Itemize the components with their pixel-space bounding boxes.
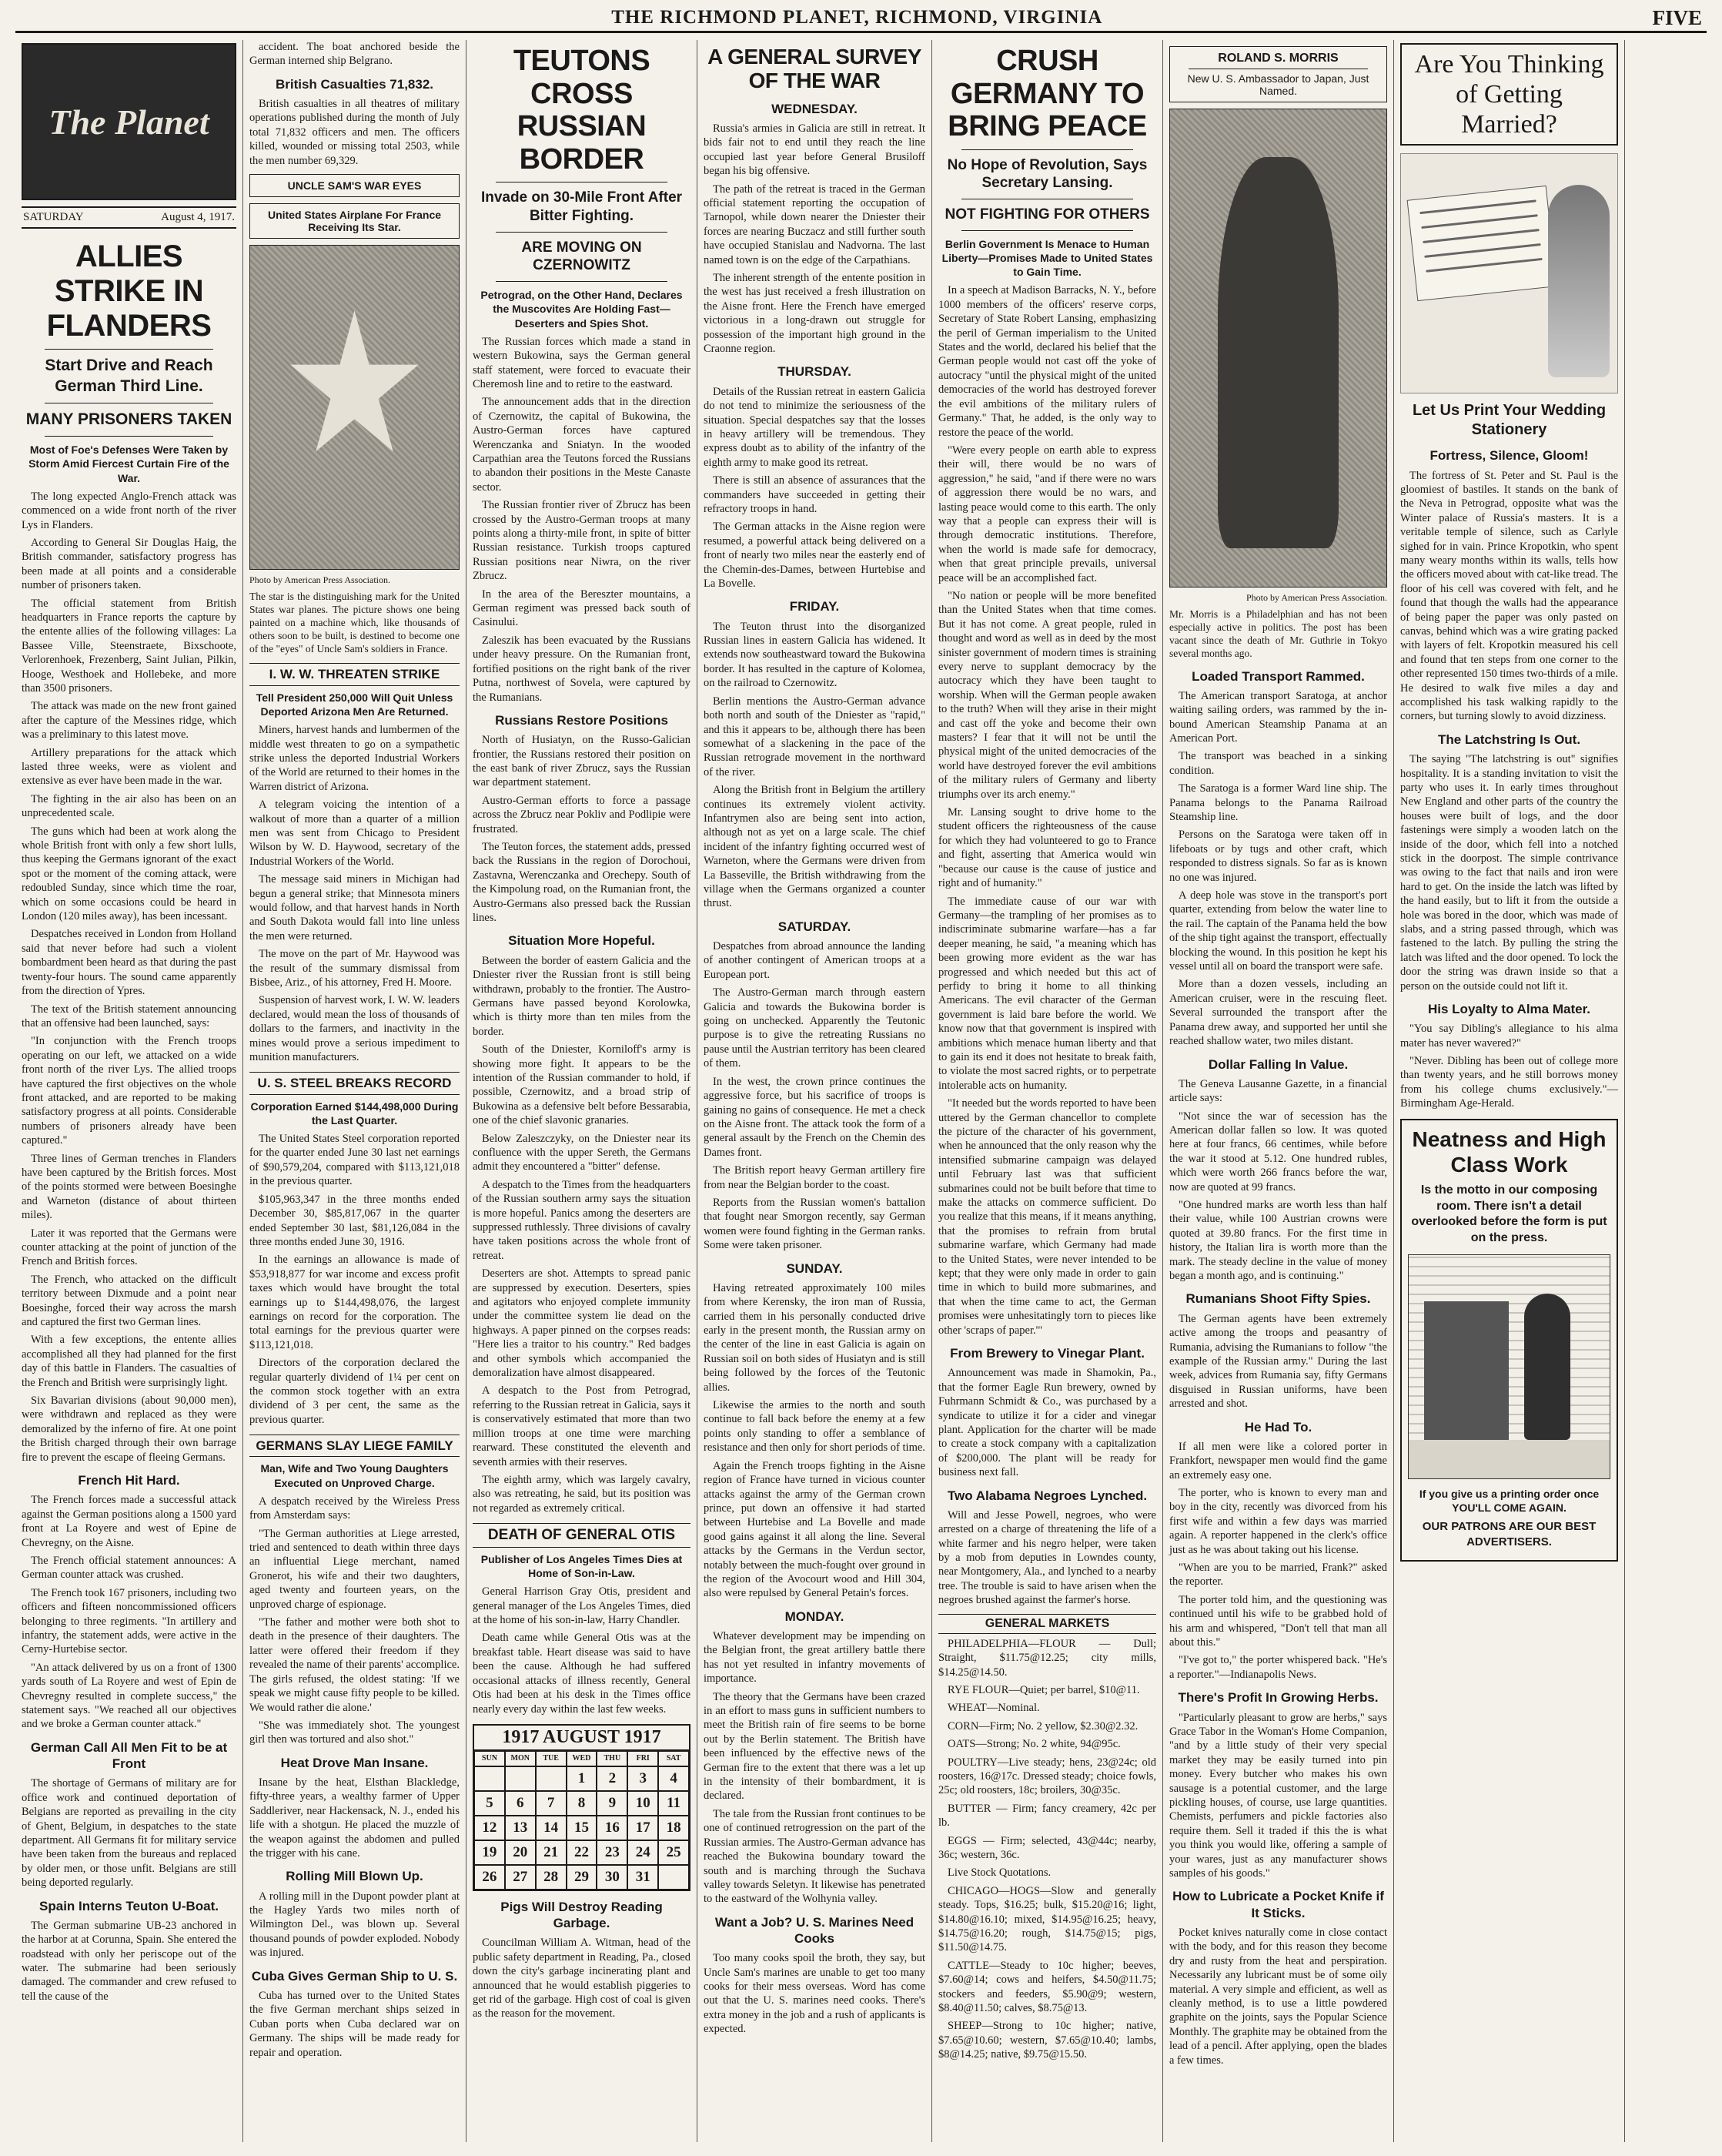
morris-portrait-photo [1169, 109, 1387, 588]
wedding-ad-headline: Are You Thinking of Getting Married? [1400, 43, 1618, 146]
subhead-cuba: Cuba Gives German Ship to U. S. [251, 1968, 458, 1984]
paragraph: In the earnings an allowance is made of $53,918,877 for war income and excess profit taxes which would have brought the total earnings up to $144,498,076, the largest earnings on record for the corporation. The total earnings for the previous quarter were $113,121,018. [249, 1254, 460, 1351]
deck-teutons-3: Petrograd, on the Other Hand, Declares the Muscovites Are Holding Fast—Deserters and Spies Shot. [480, 289, 683, 330]
printing-ad-bottom-2: OUR PATRONS ARE OUR BEST ADVERTISERS. [1422, 1520, 1597, 1548]
calendar-day-name: SAT [658, 1751, 689, 1766]
subhead-negroes: Two Alabama Negroes Lynched. [947, 1488, 1148, 1503]
paragraph: SHEEP—Strong to 10c higher; native, $7.65@10.60; western, $7.65@10.40; lambs, $8@14.25; native, $9.75@15.50. [938, 2020, 1156, 2061]
headline-survey: A GENERAL SURVEY OF THE WAR [707, 45, 921, 93]
mill-text: A rolling mill in the Dupont powder plant at the Hagley Yards two miles north of Wilmington Del., was blown up. Several thousand pounds of powder exploded. Nobody was injured. [249, 1890, 460, 1960]
paragraph: North of Husiatyn, on the Russo-Galician frontier, the Russians restored their position on the east bank of river Zbrucz, says the Russian war department statement. [473, 734, 690, 789]
paragraph: "You say Dibling's allegiance to his alma mater has never wavered?" [1400, 1023, 1618, 1050]
subhead-heat: Heat Drove Man Insane. [280, 1755, 429, 1770]
calendar-date: 21 [536, 1840, 567, 1865]
paragraph: Deserters are shot. Attempts to spread panic are suppressed by execution. Deserters, spies and agitators who enjoyed complete immunity under the committee system lie dead on the highways. A paper pinned on the corpses reads: "Here lies a traitor to his country." Red badges and other symbols which accompanied the demoralization have almost disappeared. [473, 1267, 690, 1380]
paragraph: The Teuton thrust into the disorganized Russian lines in eastern Galicia has widened. It extends now southeastward toward the Bukowina border. It has resulted in the capture of Kolomea, on the railroad to Czernowitz. [704, 620, 925, 690]
story-head: Dollar Falling In Value. [1208, 1056, 1349, 1072]
paragraph: "I've got to," the porter whispered back. "He's a reporter."—Indianapolis News. [1169, 1654, 1387, 1681]
rule [961, 230, 1133, 231]
article-allies [22, 490, 236, 1465]
article-crush [938, 283, 1156, 1337]
rule [961, 149, 1133, 150]
paragraph: There is still an absence of assurances that the commanders have succeeded in getting their refractory troops in hand. [704, 474, 925, 515]
markets-list [938, 1637, 1156, 2062]
paragraph: The shortage of Germans of military are for office work and continued deportation of Belgians are reported as prevailing in the city of Ghent, Belgium, in despatches to the state department. All Germans fit for military service have been taken from the bureaus and replaced by older men, or those unfit. Belgians are still being deported regularly. [22, 1777, 236, 1890]
paragraph: The Austro-German march through eastern Galicia and towards the Bukowina border is going on unchecked. Apparently the Teutonic purpose is to give the retreating Russians no pause until the Austrian territory has been cleared of them. [704, 986, 925, 1070]
article-french [22, 1493, 236, 1732]
subhead-mill: Rolling Mill Blown Up. [286, 1869, 423, 1884]
story-head: Fortress, Silence, Gloom! [1429, 448, 1589, 464]
paragraph: "Particularly pleasant to grow are herbs," says Grace Tabor in the Woman's Home Companion, "and by a little study of their very special market they may be easily turned into pin money. Every butcher who makes his own sausage is a potential customer, and the large pickling houses, of course, use large quantities. Chemists, perfumers and pickle factories also require them. Sell it traded if this the is what you think you would like, offering a sample of your wares, just as any manufacturer shows samples of his goods." [1169, 1711, 1387, 1880]
airplane-star-photo [249, 245, 460, 570]
paragraph: The immediate cause of our war with Germany—the trampling of her promises as to indiscriminate submarine warfare—has a far deeper meaning, he said, "a meaning which has been growing more evident as the war has progressed and which needed but this act of perfidy to bring it home to all thinking Americans. The evil character of the German government is laid bare before the world. We know now that that government is inspired with ambitions which menace human liberty and that to gain its end it does not hesitate to break faith, to violate the most sacred rights, or to perpetrate intolerable acts on humanity. [938, 895, 1156, 1092]
subhead-pigs: Pigs Will Destroy Reading Garbage. [500, 1899, 663, 1931]
subhead-french: French Hit Hard. [78, 1473, 180, 1488]
paragraph: In the area of the Bereszter mountains, a German regiment was pressed back south of Casinului. [473, 588, 690, 629]
paragraph: Likewise the armies to the north and south continue to fall back before the enemy at a few points only standing to offer a semblance of resistance and then only for short periods of time. [704, 1399, 925, 1455]
paragraph: The Russian forces which made a stand in western Bukowina, says the German general staff statement, were forced to evacuate their Cheremosh line and to retire to the eastward. [473, 335, 690, 390]
paragraph: The saying "The latchstring is out" signifies hospitality. It is a standing invitation to visit the party who uses it. In early times throughout New England and other parts of the country the houses were built of logs, and the door fastenings were simply a wooden latch on the inside of the door, which fell into a notched stick in the doorpost. The simple contrivance was owing to the fact that nails and iron were hard to get. On the inside the latch was lifted by the hand easily, but to lift it from the outside a hole was bored in the door, which was made of slabs, and a string passed through, which was fastened to the latch. By pulling the string the latch was lifted and the door opened. To lock the door the string was drawn inside so that a person on the outside could not lift it. [1400, 753, 1618, 993]
printing-ad-bottom-1: If you give us a printing order once YOU'LL COME AGAIN. [1419, 1488, 1600, 1515]
paragraph: South of the Dniester, Korniloff's army is showing more fight. It appears to be the intention of the Russian commander to hold, if possible, Czernowitz, and a broad strip of Bukowina as a defensive belt before Bessarabia, one of the chief slavonic granaries. [473, 1043, 690, 1127]
paragraph: The fortress of St. Peter and St. Paul is the gloomiest of bastiles. It stands on the bank of the Neva in Petrograd, opposite what was the Winter palace of Russia's masters. It is a veritable temple of silence, such as Carlyle sighed for in vain. Prince Kropotkin, who spent many weary months within its walls, tells how the officers moved about with cat-like tread. The floor of his cell was covered with felt, and he found that though the walls had the appearance of being paper the paper was only pasted on canvas, behind which was a wire grating packed with layers of felt. Kropotkin measured his cell and found that ten steps from one corner to the other represented 150 times two-thirds of a mile. He desired to walk five miles a day and accomplished his task walking rapidly to the corners, but turning slowly to avoid dizziness. [1400, 469, 1618, 723]
war-eyes-head: UNCLE SAM'S WAR EYES [287, 179, 422, 192]
paragraph: "The father and mother were both shot to death in the presence of their daughters. The latter were offered their freedom if they revealed the name of their parents' accomplice. The girls refused, the oldest stating: 'If we speak we might cause fifty people to be killed. We would rather die alone.' [249, 1616, 460, 1714]
paragraph: "Never. Dibling has been out of college more than twenty years, and he still borrows money from his college chums exclusively."—Birmingham Age-Herald. [1400, 1055, 1618, 1110]
headline-teutons: TEUTONS CROSS RUSSIAN BORDER [513, 45, 650, 176]
calendar-day-name: SUN [474, 1751, 505, 1766]
marines-text: Too many cooks spoil the broth, they say, but Uncle Sam's marines are unable to get too many cooks for their mess overseas. Word has come out that the U. S. marines need cooks. There's extra money in the job and a rush of applicants is expected. [704, 1952, 925, 2036]
paragraph: "Not since the war of secession has the American dollar fallen so low. It was quoted here at four francs, 66 centimes, while before the war it stood at 5.12. One hundred rubles, which were worth 266 francs before the war, now are quoted at 99 francs. [1169, 1110, 1387, 1194]
calendar-date: 17 [627, 1816, 658, 1840]
paragraph: "When are you to be married, Frank?" asked the reporter. [1169, 1562, 1387, 1589]
paragraph: In the west, the crown prince continues the aggressive force, but his sacrifice of troops is gaining no gains of consequence. He met a check on the Aisne front. The attack took the form of a general assault by the French on the Chemin des Dames front. [704, 1075, 925, 1159]
deck-crush-3: Berlin Government Is Menace to Human Liberty—Promises Made to United States to Gain Time. [941, 237, 1153, 279]
printing-ad-title: Neatness and High Class Work [1412, 1127, 1607, 1177]
rule [45, 436, 213, 437]
paragraph: CHICAGO—HOGS—Slow and generally steady. Tops, $16.25; bulk, $15.20@16; light, $14.80@16.10; mixed, $14.95@16.25; heavy, $14.75@16.20; rough, $14.75@15; pigs, $11.50@14.75. [938, 1884, 1156, 1954]
paragraph: Whatever development may be impending on the Belgian front, the great artillery battle there has not yet resulted in infantry movements of importance. [704, 1630, 925, 1686]
portrait-figure [1218, 157, 1339, 548]
survey-day-head: MONDAY. [784, 1609, 844, 1624]
planet-logo: The Planet [22, 43, 236, 200]
paragraph: Suspension of harvest work, I. W. W. leaders declared, would mean the loss of thousands of dollars to the farmers, and inactivity in the mines would prove a serious impediment to munition manufacturers. [249, 994, 460, 1064]
paragraph: accident. The boat anchored beside the German interned ship Belgrano. [249, 41, 460, 68]
paragraph: "Were every people on earth able to express their will, there would be no wars of aggression," he said, "and if there were no wars of aggression there would be no wars, and lasting peace would come to this earth. The only way that a people can express their will is through democratic institutions. Therefore, when the world is made safe for democracy, when that great principle prevails, universal peace will be an accomplished fact. [938, 444, 1156, 584]
morris-photo-credit: Photo by American Press Association. [1246, 592, 1387, 603]
deck-steel: Corporation Earned $144,498,000 During the Last Quarter. [250, 1100, 459, 1127]
paragraph: Zaleszik has been evacuated by the Russians under heavy pressure. On the Rumanian front, fortified positions on the right bank of the river Putna, northwest of Sovela, were captured by the Rumanians. [473, 634, 690, 704]
paragraph: Directors of the corporation declared the regular quarterly dividend of 1¼ per cent on the common stock together with an extra dividend of 3 per cent, the same as the previous quarter. [249, 1357, 460, 1426]
paragraph: A despatch to the Times from the headquarters of the Russian southern army says the situation is more hopeful. Panics among the deserters are suppressed ruthlessly. Three divisions of cavalry have taken positions across the whole front of retreat. [473, 1178, 690, 1262]
subhead-casualties: British Casualties 71,832. [275, 76, 434, 92]
paragraph: The attack was made on the new front gained after the capture of the Messines ridge, which was a preliminary to this latest move. [22, 700, 236, 742]
paragraph: "In conjunction with the French troops operating on our left, we attacked on a wide front north of the river Lys. The allied troops have captured the first objectives on the whole front attacked, and are reported to be making satisfactory progress at all points. Considerable numbers of prisoners already have been captured." [22, 1035, 236, 1147]
print-shop-illustration [1408, 1254, 1610, 1479]
deck-otis: Publisher of Los Angeles Times Dies at Home of Son-in-Law. [480, 1552, 683, 1580]
paragraph: Three lines of German trenches in Flanders have been captured by the British forces. Most of the points stormed were between Boesinghe and Warneton (distance of about thirteen miles). [22, 1152, 236, 1222]
calendar-date: 24 [627, 1840, 658, 1865]
subhead-vinegar: From Brewery to Vinegar Plant. [950, 1346, 1145, 1361]
vinegar-text: Announcement was made in Shamokin, Pa., that the former Eagle Run brewery, owned by Fuhrmann Schmidt & Co., was purchased by a syndicate to utilize it for a cider and vinegar plant. Application for the charter will be made to create a stock company with a capitalization of $200,000. The plant will be ready for business next fall. [938, 1367, 1156, 1479]
article-otis [473, 1585, 690, 1716]
invitation-card-icon [1407, 186, 1557, 301]
date-day: SATURDAY [23, 211, 84, 223]
calendar-day-name: THU [597, 1751, 627, 1766]
calendar-date: 7 [536, 1791, 567, 1816]
paragraph: A despatch to the Post from Petrograd, referring to the Russian retreat in Galicia, says it is conservatively estimated that more than two million troops at one time were marching rearward. These constituted the eleventh and seventh armies with their reserves. [473, 1384, 690, 1468]
paragraph: Berlin mentions the Austro-German advance both north and south of the Dniester as "rapid," and this it appears to be, although there has been somewhat of a slackening in the pace of the Russian retrograde movement in the northward of the river. [704, 695, 925, 778]
paragraph: Russia's armies in Galicia are still in retreat. It bids fair not to end until they reach the line occupied last year before General Brusiloff began his big offensive. [704, 122, 925, 178]
paragraph: Despatches received in London from Holland said that never before had such a violent bombardment been heard as that during the past twenty-four hours. The sound came apparently from the direction of Ypres. [22, 928, 236, 998]
paragraph: CATTLE—Steady to 10c higher; beeves, $7.60@14; cows and heifers, $4.50@11.75; stockers and feeders, $5.90@9; western, $8.40@11.50; calves, $8.75@13. [938, 1959, 1156, 2015]
paragraph: If all men were like a colored porter in Frankfort, newspaper men would find the game an extremely easy one. [1169, 1440, 1387, 1481]
calendar-day-name: TUE [536, 1751, 567, 1766]
calendar-date [658, 1865, 689, 1890]
survey-day-head: THURSDAY. [777, 364, 851, 380]
calendar-date: 11 [658, 1791, 689, 1816]
paragraph: The message said miners in Michigan had begun a general strike; that Minnesota miners would follow, and that harvest hands in North and South Dakota would fall into line unless the men were returned. [249, 873, 460, 942]
deck-iww: Tell President 250,000 Will Quit Unless Deported Arizona Men Are Returned. [256, 691, 453, 718]
article-russians-restore [473, 733, 690, 925]
article-hopeful [473, 954, 690, 1515]
photo-credit: Photo by American Press Association. [249, 574, 390, 586]
headline-otis: DEATH OF GENERAL OTIS [473, 1523, 690, 1548]
story-head: He Had To. [1244, 1419, 1312, 1435]
story-head: Loaded Transport Rammed. [1192, 668, 1365, 684]
paragraph: Six Bavarian divisions (about 90,000 men), were withdrawn and replaced as they were demoralized by the inferno of fire. At one point the British charged through their own barrage fire to prevent the escape of fleeing Germans. [22, 1394, 236, 1464]
story-head: The Latchstring Is Out. [1437, 732, 1581, 747]
subhead-spain: Spain Interns Teuton U-Boat. [39, 1898, 219, 1913]
paragraph: Reports from the Russian women's battalion that fought near Smorgon recently, say German women were found fighting in the German ranks. Some were taken prisoner. [704, 1196, 925, 1252]
paragraph: The theory that the Germans have been crazed in an effort to mass guns in sufficient numbers to meet the British rain of fire seems to be borne out by the Berlin statement. The British have been influenced by the effective news of the German fire to the extent that there was a let up in the intensity of their bombardment, it is declared. [704, 1690, 925, 1803]
calendar-date: 9 [597, 1791, 627, 1816]
survey-day-head: FRIDAY. [789, 599, 840, 614]
page-number: FIVE [1652, 5, 1702, 29]
paragraph: BUTTER — Firm; fancy creamery, 42c per lb. [938, 1802, 1156, 1830]
paragraph: The French forces made a successful attack against the German positions along a 1500 yard front at La Royere and west of Epine de Chevregny, on the Aisne. [22, 1494, 236, 1549]
paragraph: RYE FLOUR—Quiet; per barrel, $10@11. [948, 1683, 1140, 1696]
calendar-date: 20 [505, 1840, 536, 1865]
article-iww [249, 723, 460, 1064]
bride-figure-icon [1548, 185, 1610, 377]
calendar-day-name: MON [505, 1751, 536, 1766]
rule [45, 349, 213, 350]
paragraph: Pocket knives naturally come in close contact with the body, and for this reason they become dry and rusty from the heat and perspiration. Necessarily any lubricant must be of some oily material. A very simple and efficient, as well as cleanly method, is to use a little powdered graphite on the joints, says the Popular Science Monthly. The graphite may be obtained from the lead of a pencil. After applying, open the blades a few times. [1169, 1926, 1387, 2067]
deck-crush-1: No Hope of Revolution, Says Secretary Lansing. [947, 156, 1148, 192]
calendar-date: 22 [567, 1840, 597, 1865]
paragraph: $105,963,347 in the three months ended December 30, $85,817,067 in the quarter ended September 30 last, $81,126,084 in the three months ended June 30, 1916. [249, 1193, 460, 1248]
paragraph: The fighting in the air also has been on an unprecedented scale. [22, 792, 236, 820]
star-icon [288, 310, 421, 466]
column-4 [697, 40, 931, 2142]
pigs-text: Councilman William A. Witman, head of the public safety department in Reading, Pa., closed down the city's garbage incinerating plant and announced that he would establish piggeries to get rid of the garbage. High cost of coal is given as the reason for the movement. [473, 1937, 690, 2020]
paragraph: Austro-German efforts to force a passage across the Zbrucz near Pokliv and Podlipie were frustrated. [473, 794, 690, 835]
paragraph: CORN—Firm; No. 2 yellow, $2.30@2.32. [948, 1719, 1139, 1732]
paragraph: "One hundred marks are worth less than half their value, while 100 Austrian crowns were quoted at 39.80 francs. For the first time in history, the Italian lira is worth more than the mark. The steady decline in the value of money began a month ago, and is continuing." [1169, 1199, 1387, 1283]
calendar-day-name: FRI [627, 1751, 658, 1766]
printer-worker-icon [1524, 1294, 1570, 1440]
story-head: How to Lubricate a Pocket Knife if It Sticks. [1172, 1889, 1384, 1920]
survey-day-head: SUNDAY. [786, 1260, 843, 1276]
paragraph: "An attack delivered by us on a front of 1300 yards south of La Royere and west of Epin de Chevregny resulted in complete success," the statement says. "We reached all our objectives and we broke a German counter attack." [22, 1661, 236, 1731]
photo-caption: The star is the distinguishing mark for the United States war planes. The picture shows one being painted on a machine which, like thousands of others soon to be built, is destined to become one of the "eyes" of Uncle Sam's soldiers in France. [249, 591, 460, 654]
printing-press-icon [1424, 1301, 1509, 1440]
calendar-date: 2 [597, 1766, 627, 1791]
paragraph: Mr. Lansing sought to drive home to the student officers the righteousness of the cause for which they had volunteered to go to France and fight, asserting that America would win "because our cause is the cause of justice and right and of humanity." [938, 806, 1156, 890]
calendar-date: 26 [474, 1865, 505, 1890]
column-7-stories [1400, 447, 1618, 1110]
negroes-text: Will and Jesse Powell, negroes, who were arrested on a charge of threatening the life of a white farmer and his negro helper, were taken by a mob from deputies in Lowndes county, near Montgomery, Ala., and lynched to a nearby tree. The trouble is said to have arisen when the negroes brushed against the farmer's horse. [938, 1508, 1156, 1607]
paragraph: General Harrison Gray Otis, president and general manager of the Los Angeles Times, died at the home of his son-in-law, Harry Chandler. [473, 1585, 690, 1627]
wedding-ad-sub: Let Us Print Your Wedding Stationery [1412, 402, 1607, 439]
story-head: There's Profit In Growing Herbs. [1178, 1690, 1379, 1706]
paragraph: A telegram voicing the intention of a walkout of more than a quarter of a million men was sent from Chicago to President Wilson by W. D. Haywood, secretary of the Industrial Workers of the World. [249, 798, 460, 868]
dateline [22, 206, 236, 229]
paragraph: The French official statement announces: A German counter attack was crushed. [22, 1554, 236, 1582]
paragraph: The Teuton forces, the statement adds, pressed back the Russians in the region of Dorochoui, Zastavna, Werenczanka and Orechepy. South of the Kimpolung road, on the Rumanian front, the Austro-Germans also pressed back the Russian lines. [473, 841, 690, 925]
paragraph: The official statement from British headquarters in France reports the capture by the entente allies of the following villages: La Bassee Ville, Steenstraete, Bixschoote, Verlorenhoek, Frezenberg, Saint Julian, Pilkin, Hooge, Westhoek and Hollebeke, and more than 3500 prisoners. [22, 597, 236, 695]
paragraph: The guns which had been at work along the whole British front with only a few short lulls, thus keeping the Germans ignorant of the exact spot or the moment of the coming attack, were redoubled Sunday, since which time the roar, which on some occasions could be heard in London (120 miles away), has been incessant. [22, 825, 236, 923]
calendar-date [505, 1766, 536, 1791]
calendar-date: 28 [536, 1865, 567, 1890]
paragraph: Below Zaleszczyky, on the Dniester near its confluence with the upper Sereth, the Germans admit they encountered a "bitter" defense. [473, 1132, 690, 1173]
column-6-stories [1169, 668, 1387, 2067]
paragraph: The announcement adds that in the direction of Czernowitz, the capital of Bukowina, the Austro-German forces have captured Werenczanka and Sniatyn. In the wooded Carpathian area the Teutons forced the Russians to abandon their positions in the Meste Canaste sector. [473, 396, 690, 494]
paragraph: The long expected Anglo-French attack was commenced on a wide front north of the river Lys in Flanders. [22, 490, 236, 531]
paragraph: Live Stock Quotations. [948, 1866, 1052, 1880]
article-spain [22, 1919, 236, 2004]
column-3 [466, 40, 697, 2142]
paragraph: Artillery preparations for the attack which lasted three weeks, were as violent and extensive as ever have been made in the war. [22, 746, 236, 788]
war-eyes-sub-box [249, 203, 460, 239]
paragraph: The French took 167 prisoners, including two officers and fifteen noncommissioned officers belonging to three regiments. "In artillery and infantry, the statement adds, were active in the Cerny-Hurtebise sector. [22, 1586, 236, 1656]
paragraph: The eighth army, which was largely cavalry, also was retreating, he said, but its position was not regarded as extremely critical. [473, 1473, 690, 1515]
headline-allies: ALLIES STRIKE IN FLANDERS [46, 239, 212, 343]
august-calendar [473, 1724, 690, 1891]
deck-allies-1: Start Drive and Reach German Third Line. [45, 357, 213, 395]
column-7 [1393, 40, 1624, 2142]
paragraph: Details of the Russian retreat in eastern Galicia do not tend to minimize the seriousness of the situation. Special despatches say that the losses in heavy artillery will be tremendous. They express doubt as to ability of the infantry of the eighth army to make good its retreat. [704, 385, 925, 469]
wedding-invitation-illustration [1400, 153, 1618, 393]
deck-teutons-1: Invade on 30-Mile Front After Bitter Fighting. [480, 189, 683, 224]
paragraph: The German agents have been extremely active among the troops and peasantry of Rumania, advising the Rumanians to follow "the example of the Russian army." During the last week, advices from Rumania say, fifty Germans disguised in Russian uniforms, have been arrested and shot. [1169, 1312, 1387, 1411]
calendar-date: 1 [567, 1766, 597, 1791]
calendar-date: 30 [597, 1865, 627, 1890]
printing-ad-line: Is the motto in our composing room. There isn't a detail overlooked before the form is put on the press. [1411, 1183, 1607, 1245]
paragraph: The United States Steel corporation reported for the quarter ended June 30 last net earnings of $90,579,204, compared with $113,121,018 in the previous quarter. [249, 1133, 460, 1188]
paragraph: The text of the British statement announcing that an offensive had been launched, says: [22, 1003, 236, 1029]
morris-caption: Mr. Morris is a Philadelphian and has not been especially active in politics. The post has been vacant since the death of Mr. Guthrie in Tokyo several months ago. [1169, 608, 1387, 659]
column-1 [15, 40, 242, 2142]
casualties-text: British casualties in all theatres of military operations published during the month of July total 71,832 officers and men. The officers killed, wounded or missing total 2503, while the men number 69,329. [249, 98, 460, 167]
paragraph: The Saratoga is a former Ward line ship. The Panama belongs to the Panama Railroad Steamship line. [1169, 782, 1387, 823]
paragraph: "The German authorities at Liege arrested, tried and sentenced to death within three days an influential Liege merchant, named Gronerot, his wife and their two daughters, aged twenty and fourteen years, on the unproved charge of espionage. [249, 1527, 460, 1611]
survey-day-head: WEDNESDAY. [771, 101, 858, 116]
article-spain-cont [249, 40, 460, 69]
calendar-title: 1917 AUGUST 1917 [474, 1726, 689, 1751]
column-2 [242, 40, 466, 2142]
subhead-russians-restore: Russians Restore Positions [495, 712, 668, 728]
paragraph: A despatch received by the Wireless Press from Amsterdam says: [249, 1495, 460, 1522]
article-liege [249, 1495, 460, 1747]
date: August 4, 1917. [161, 211, 235, 223]
subhead-hopeful: Situation More Hopeful. [508, 933, 655, 949]
war-eyes-box [249, 174, 460, 197]
right-margin [1624, 40, 1707, 2142]
paragraph: The American transport Saratoga, at anchor waiting sailing orders, was rammed by the in-bound American Steamship Panama at an American Port. [1169, 689, 1387, 745]
paragraph: Later it was reported that the Germans were counter attacking at the point of junction of the French and British forces. [22, 1227, 236, 1268]
deck-allies-2: MANY PRISONERS TAKEN [25, 410, 232, 428]
article-teutons [473, 335, 690, 705]
paragraph: POULTRY—Live steady; hens, 23@24c; old roosters, 16@17c. Dressed steady; choice fowls, 25c; old roosters, 18c; broilers, 30@35c. [938, 1756, 1156, 1797]
deck-allies-3: Most of Foe's Defenses Were Taken by Storm Amid Fiercest Curtain Fire of the War. [28, 444, 229, 484]
calendar-date: 27 [505, 1865, 536, 1890]
paragraph: Death came while General Otis was at the breakfast table. Heart disease was said to have been the cause. Although he had suffered occasional attacks of illness recently, General Otis had been at his desk in the Times office nearly every day within the last few weeks. [473, 1632, 690, 1716]
paragraph: The transport was beached in a sinking condition. [1169, 750, 1387, 777]
morris-sub: New U. S. Ambassador to Japan, Just Named. [1187, 72, 1369, 97]
paragraph: Having retreated approximately 100 miles from where Kerensky, the iron man of Russia, carried them in his personally conducted drive early in the present month, the Russian army on the center of the line in east Galicia is again on Russian soil on both sides of Husiatyn and is still being followed by the forces of the Teutonic allies. [704, 1281, 925, 1394]
calendar-date: 23 [597, 1840, 627, 1865]
paragraph: "No nation or people will be more benefited than the United States when that time comes. But it has not come. A great people, ruled in thought and word as well as in deed by the most sinister government of modern times is straining every nerve to supplant democracy by the autocracy which they have been taught to worship. When will the German people awaken to the truth? When will they arise in their might and cast off the yoke and become their own masters? I fear that it will not be until the physical might of the united democracies of the world have destroyed forever the evil ambitions of the military rulers of Germany and liberty triumphs over its arch enemy." [938, 589, 1156, 801]
paragraph: "She was immediately shot. The youngest girl then was tortured and also shot." [249, 1719, 460, 1746]
cuba-text: Cuba has turned over to the United States the five German merchant ships seized in Cuban ports when Cuba declared war on Germany. The ships will be made ready for repair and operation. [249, 1989, 460, 2059]
calendar-date: 25 [658, 1840, 689, 1865]
paragraph: The German submarine UB-23 anchored in the harbor at at Corunna, Spain. She entered the roadstead with only her periscope out of the water. The submarine had been seriously damaged. The commander and crew refused to tell the cause of the [22, 1919, 236, 2003]
paragraph: OATS—Strong; No. 2 white, 94@95c. [948, 1738, 1121, 1751]
column-6 [1162, 40, 1393, 2142]
morris-box [1169, 46, 1387, 102]
paragraph: Along the British front in Belgium the artillery continues its extremely violent activity. Infantrymen also are being sent into action, although not as yet on a large scale. The chief incident of the infantry fighting occurred west of Warneton, where the Germans were driven from La Basseville, the British withdrawing from the village when the Germans organized a counter thrust. [704, 784, 925, 910]
calendar-date [474, 1766, 505, 1791]
paragraph: The French, who attacked on the difficult territory between Dixmude and a point near Boesinghe, forced their way across the marsh and captured the first two German lines. [22, 1273, 236, 1329]
calendar-date: 13 [505, 1816, 536, 1840]
calendar-grid [474, 1751, 689, 1890]
calendar-date: 18 [658, 1816, 689, 1840]
paragraph: The porter, who is known to every man and boy in the city, recently was divorced from his first wife and within a few days was married again. A reporter happened in the clerk's office just as he was about taking out his license. [1169, 1487, 1387, 1556]
war-eyes-sub: United States Airplane For France Receiving Its Star. [267, 209, 442, 234]
paragraph: Between the border of eastern Galicia and the Dniester river the Russian front is still being withdrawn, probably to the frontier. The Austro-Germans have passed beyond Korolowka, which is thirty more than ten miles from the border. [473, 954, 690, 1038]
paragraph: In a speech at Madison Barracks, N. Y., before 1000 members of the officers' reserve corps, Secretary of State Robert Lansing, emphasizing the peril of German imperialism to the United States and the world, declared his belief that the German people would not cast off the yoke of autocracy "until the physical might of the united democracies of the world has destroyed forever the evil ambitions of the military rulers of Germany." That, he added, is the only way to restore the peace of the world. [938, 284, 1156, 439]
deck-crush-2: NOT FIGHTING FOR OTHERS [945, 206, 1150, 223]
calendar-date: 12 [474, 1816, 505, 1840]
survey-day-head: SATURDAY. [777, 919, 851, 934]
rule [496, 232, 667, 233]
calendar-date [536, 1766, 567, 1791]
rule [496, 281, 667, 282]
paragraph: Again the French troops fighting in the Aisne region of France have turned in vicious counter attacks against the army of the German crown prince, put down an offensive it had started between Hurtebise and La Bovelle and made good gains against it all along the line. Several attacks by the Germans in the Verdun sector, notably between the much-fought over ground in the region of the Avocourt wood and Hill 304, also were repulsed by General Petain's forces. [704, 1459, 925, 1600]
paragraph: EGGS — Firm; selected, 43@44c; nearby, 36c; western, 36c. [938, 1834, 1156, 1861]
calendar-date: 10 [627, 1791, 658, 1816]
calendar-date: 16 [597, 1816, 627, 1840]
paragraph: More than a dozen vessels, including an American cruiser, were in the rescuing fleet. Several surrounded the transport after the Panama drew away, and supported her until she reached shallow water, two miles distant. [1169, 978, 1387, 1048]
subhead-german-call: German Call All Men Fit to be at Front [30, 1739, 228, 1772]
paragraph: WHEAT—Nominal. [948, 1702, 1040, 1715]
calendar-date: 4 [658, 1766, 689, 1791]
article-german-call [22, 1776, 236, 1890]
calendar-day-name: WED [567, 1751, 597, 1766]
paragraph: The move on the part of Mr. Haywood was the result of the summary dismissal from Bisbee, Ariz., of his attorney, Fred H. Moore. [249, 948, 460, 989]
paragraph: The Russian frontier river of Zbrucz has been crossed by the Austro-German troops at many points along a thirty-mile front, in spite of bitter Russian resistance. Turkish troops captured Russian positions near Niwra, on the river Zbrucz. [473, 499, 690, 583]
headline-liege: GERMANS SLAY LIEGE FAMILY [249, 1435, 460, 1457]
printing-ad [1400, 1119, 1618, 1562]
calendar-date: 31 [627, 1865, 658, 1890]
headline-iww: I. W. W. THREATEN STRIKE [249, 663, 460, 685]
story-head: Rumanians Shoot Fifty Spies. [1185, 1291, 1371, 1307]
war-survey-days [704, 101, 925, 1907]
markets-head: GENERAL MARKETS [938, 1614, 1156, 1634]
headline-steel: U. S. STEEL BREAKS RECORD [249, 1072, 460, 1094]
deck-teutons-2: ARE MOVING ON CZERNOWITZ [521, 239, 642, 274]
paper-name: THE RICHMOND PLANET, RICHMOND, VIRGINIA [611, 7, 1103, 28]
paragraph: The tale from the Russian front continues to be one of continued retrogression on the part of the Russian armies. The Austro-German advance has reached the Bukowina boundary toward the south and is marching through the Suchava valley towards Seletyn. It likewise has penetrated to the eastward of the Wolhynia valley. [704, 1807, 925, 1906]
paragraph: The German attacks in the Aisne region were resumed, a powerful attack being delivered on a front of nearly two miles near the easterly end of the Chemin-des-Dames, between Hurtebise and La Bovelle. [704, 521, 925, 590]
article-steel [249, 1132, 460, 1427]
subhead-marines: Want a Job? U. S. Marines Need Cooks [714, 1914, 914, 1946]
calendar-date: 5 [474, 1791, 505, 1816]
calendar-date: 29 [567, 1865, 597, 1890]
calendar-date: 3 [627, 1766, 658, 1791]
paragraph: With a few exceptions, the entente allies accomplished all they had planned for the first day of this battle in Flanders. The casualties of the French and British were surprisingly light. [22, 1334, 236, 1389]
deck-liege: Man, Wife and Two Young Daughters Executed on Unproved Charge. [260, 1462, 449, 1489]
paragraph: According to General Sir Douglas Haig, the British commander, satisfactory progress has been made at all points and a considerable number of prisoners taken. [22, 536, 236, 592]
story-head: His Loyalty to Alma Mater. [1428, 1002, 1590, 1016]
paragraph: Persons on the Saratoga were taken off in lifeboats or by tugs and other craft, which responded to distress signals. So far as is known no one was injured. [1169, 829, 1387, 884]
headline-crush: CRUSH GERMANY TO BRING PEACE [948, 45, 1147, 143]
paragraph: PHILADELPHIA—FLOUR — Dull; Straight, $11.75@12.25; city mills, $14.25@14.50. [938, 1637, 1156, 1679]
calendar-date: 6 [505, 1791, 536, 1816]
column-5 [931, 40, 1162, 2142]
morris-name: ROLAND S. MORRIS [1218, 52, 1339, 65]
paragraph: The path of the retreat is traced in the German official statement reporting the occupation of Tarnopol, while down nearer the Dniester their forces are nearing Buczacz and still further south have occupied Stanislau and Nadvorna. The last named town is on the edge of the Carpathians. [704, 182, 925, 266]
paragraph: The inherent strength of the entente position in the west has just received a fresh illustration on the Aisne front. Here the French have emerged victorious in a long-drawn out struggle for possession of the important high ground in the Craonne region. [704, 272, 925, 356]
paragraph: The British report heavy German artillery fire from near the Belgian border to the coast. [704, 1164, 925, 1191]
paragraph: Miners, harvest hands and lumbermen of the middle west threaten to go on a sympathetic strike unless the deported Industrial Workers of the World are returned to their homes in the Warren district of Arizona. [249, 724, 460, 793]
masthead [15, 5, 1707, 33]
paragraph: The Geneva Lausanne Gazette, in a financial article says: [1169, 1077, 1387, 1105]
calendar-date: 15 [567, 1816, 597, 1840]
paragraph: A deep hole was stove in the transport's port quarter, extending from below the water line to the rail. The captain of the Panama held the bow of the ship tight against the transport, effectually blocking the wound. In this position he kept his vessel until all on board the transport were safe. [1169, 889, 1387, 973]
calendar-date: 14 [536, 1816, 567, 1840]
calendar-date: 8 [567, 1791, 597, 1816]
paragraph: The porter told him, and the questioning was continued until his wife to be grabbed hold of his arm and whispered, "Don't tell that man all about this." [1169, 1593, 1387, 1649]
calendar-date: 19 [474, 1840, 505, 1865]
heat-text: Insane by the heat, Elsthan Blackledge, fifty-three years, a wealthy farmer of Upper Saddleriver, near Hackensack, N. J., ended his life with a shotgun. He placed the muzzle of the weapon against the abdomen and pulled the trigger with his cane. [249, 1776, 460, 1860]
paragraph: "It needed but the words reported to have been uttered by the German chancellor to complete the picture of the character of his government, when he announced that the only reason why the intensified submarine campaign was delayed until February last was that sufficient submarines could not be built before that time to make the attacks on commerce sufficient. Do you realize that this means, if it means anything, that the promises to refrain from brutal submarine warfare, which Germany had made to the United States, were never intended to be kept; that they were only made in order to gain time in which to build more submarines, and that when the time came to act, the German promises were unhesitatingly torn to pieces like other 'scraps of paper.'" [938, 1097, 1156, 1337]
paragraph: Despatches from abroad announce the landing of another contingent of American troops at a European port. [704, 940, 925, 981]
